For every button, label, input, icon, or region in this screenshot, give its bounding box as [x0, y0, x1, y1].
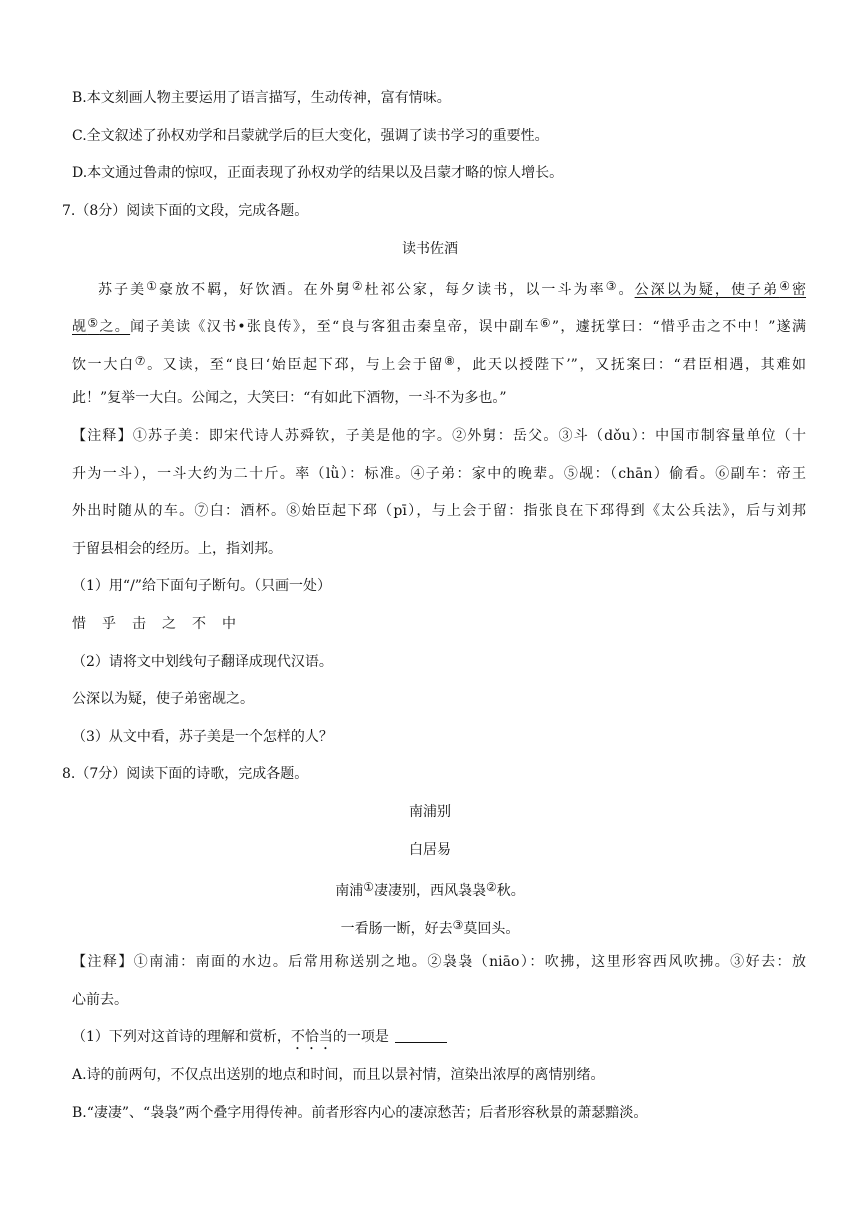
q8-subquestion-1 [0, 1027, 860, 1053]
passage-text: 觇 [72, 319, 88, 335]
char: 之 [162, 616, 176, 632]
poem-text: 一看肠一断，好去 [340, 921, 453, 937]
q8-option-a: A.诗的前两句，不仅点出送别的地点和时间，而且以景衬情，渲染出浓厚的离情别绪。 [72, 1067, 605, 1083]
passage-text: ，此天以授陛下’”，又抚案曰：“君臣相遇，其难如 [456, 357, 807, 373]
note-marker: ① [363, 880, 374, 894]
passage-text: 。 [618, 282, 635, 298]
passage-text: 公深以为疑，使子弟 [634, 282, 780, 298]
q7-subquestion-3: （3）从文中看，苏子美是一个怎样的人？ [72, 729, 333, 745]
q7-title: 读书佐酒 [402, 241, 458, 257]
note-marker: ⑧ [444, 354, 457, 368]
q8-header: 8.（7分）阅读下面的诗歌，完成各题。 [62, 766, 309, 782]
note-marker: ② [351, 279, 365, 293]
passage-text: 苏子美 [98, 282, 147, 298]
q7-note-line-3: 外出时随从的车。⑦白：酒杯。⑧始臣起下邳（pī），与上会于留：指张良在下邳得到《太公兵法》，后与刘邦 [72, 503, 806, 519]
q8-option-b: B.“凄凄”、“袅袅”两个叠字用得传神。前者形容内心的凄凉愁苦；后者形容秋景的萧瑟黯淡。 [72, 1105, 648, 1121]
q7-passage-line-2 [0, 313, 860, 337]
note-marker: ③ [452, 918, 464, 932]
underlined-sentence [634, 279, 807, 298]
q7-subquestion-2-sentence: 公深以为疑，使子弟密觇之。 [72, 691, 254, 707]
q8-note-line-2: 心前去。 [72, 992, 128, 1008]
note-marker: ③ [605, 279, 619, 293]
char: 击 [132, 616, 146, 632]
q8-poem-line-1 [0, 877, 860, 901]
emphasized-text: 不恰当 [290, 1029, 333, 1045]
q7-passage-line-3 [0, 351, 860, 375]
question-text: 的一项是 [332, 1029, 389, 1045]
passage-text: 闻子美读《汉书•张良传》，至“良与客狙击秦皇帝，误中副车 [130, 319, 540, 335]
answer-blank[interactable] [395, 1028, 447, 1043]
q8-poem-line-2 [0, 915, 860, 939]
note-marker: ⑥ [539, 316, 552, 330]
q7-passage-line-1 [0, 276, 860, 300]
char: 中 [222, 616, 236, 632]
q7-note-line-2: 升为一斗），一斗大约为二十斤。率（lǜ）：标准。④子弟：家中的晚辈。⑤觇：（chān）偷看。⑥副车：帝王 [72, 466, 806, 482]
q7-header: 7.（8分）阅读下面的文段，完成各题。 [62, 203, 309, 219]
note-marker: ④ [779, 279, 793, 293]
underlined-sentence [72, 316, 131, 335]
passage-text: 杜祁公家，每夕读书，以一斗为率 [364, 282, 606, 298]
q7-note-line-1: 【注释】①苏子美：即宋代诗人苏舜钦，子美是他的字。②外舅：岳父。③斗（dǒu）：中国市制容量单位（十 [72, 428, 806, 444]
passage-text: 饮一大白 [72, 357, 135, 373]
poem-text: 南浦 [335, 883, 364, 899]
note-marker: ⑦ [134, 354, 148, 368]
passage-text: 豪放不羁，好饮酒。在外舅 [159, 282, 352, 298]
note-marker: ⑤ [87, 316, 100, 330]
passage-text: 。又读，至“良曰‘始臣起下邳，与上会于留 [147, 357, 445, 373]
q7-subquestion-1: （1）用“/”给下面句子断句。（只画一处） [72, 578, 331, 594]
q8-poem-author: 白居易 [409, 842, 451, 858]
q7-sentence-chars [0, 614, 860, 634]
q7-subquestion-2: （2）请将文中划线句子翻译成现代汉语。 [72, 654, 333, 670]
poem-text: 凄凄别，西风袅袅 [374, 883, 486, 899]
char: 乎 [102, 616, 116, 632]
passage-text: ”，遽抚掌曰：“惜乎击之不中！”遂满 [551, 319, 807, 335]
poem-text: 莫回头。 [463, 921, 520, 937]
char: 不 [192, 616, 206, 632]
passage-text: 之。 [99, 319, 131, 335]
q8-poem-title: 南浦别 [409, 804, 451, 820]
q6-option-c: C.全文叙述了孙权劝学和吕蒙就学后的巨大变化，强调了读书学习的重要性。 [72, 128, 549, 144]
note-marker: ② [486, 880, 497, 894]
note-marker: ① [146, 279, 160, 293]
q6-option-d: D.本文通过鲁肃的惊叹，正面表现了孙权劝学的结果以及吕蒙才略的惊人增长。 [72, 165, 564, 181]
q7-note-line-4: 于留县相会的经历。上，指刘邦。 [72, 541, 282, 557]
char: 惜 [72, 616, 86, 632]
q7-passage-line-4: 此！”复举一大白。公闻之，大笑曰：“有如此下酒物，一斗不为多也。” [72, 390, 507, 406]
q8-note-line-1: 【注释】①南浦：南面的水边。后常用称送别之地。②袅袅（niāo）：吹拂，这里形容西风吹拂。③好去：放 [72, 954, 806, 970]
question-text: （1）下列对这首诗的理解和赏析， [72, 1029, 291, 1045]
poem-text: 秋。 [496, 883, 525, 899]
q6-option-b: B.本文刻画人物主要运用了语言描写，生动传神，富有情味。 [72, 90, 451, 106]
passage-text: 密 [792, 282, 807, 298]
